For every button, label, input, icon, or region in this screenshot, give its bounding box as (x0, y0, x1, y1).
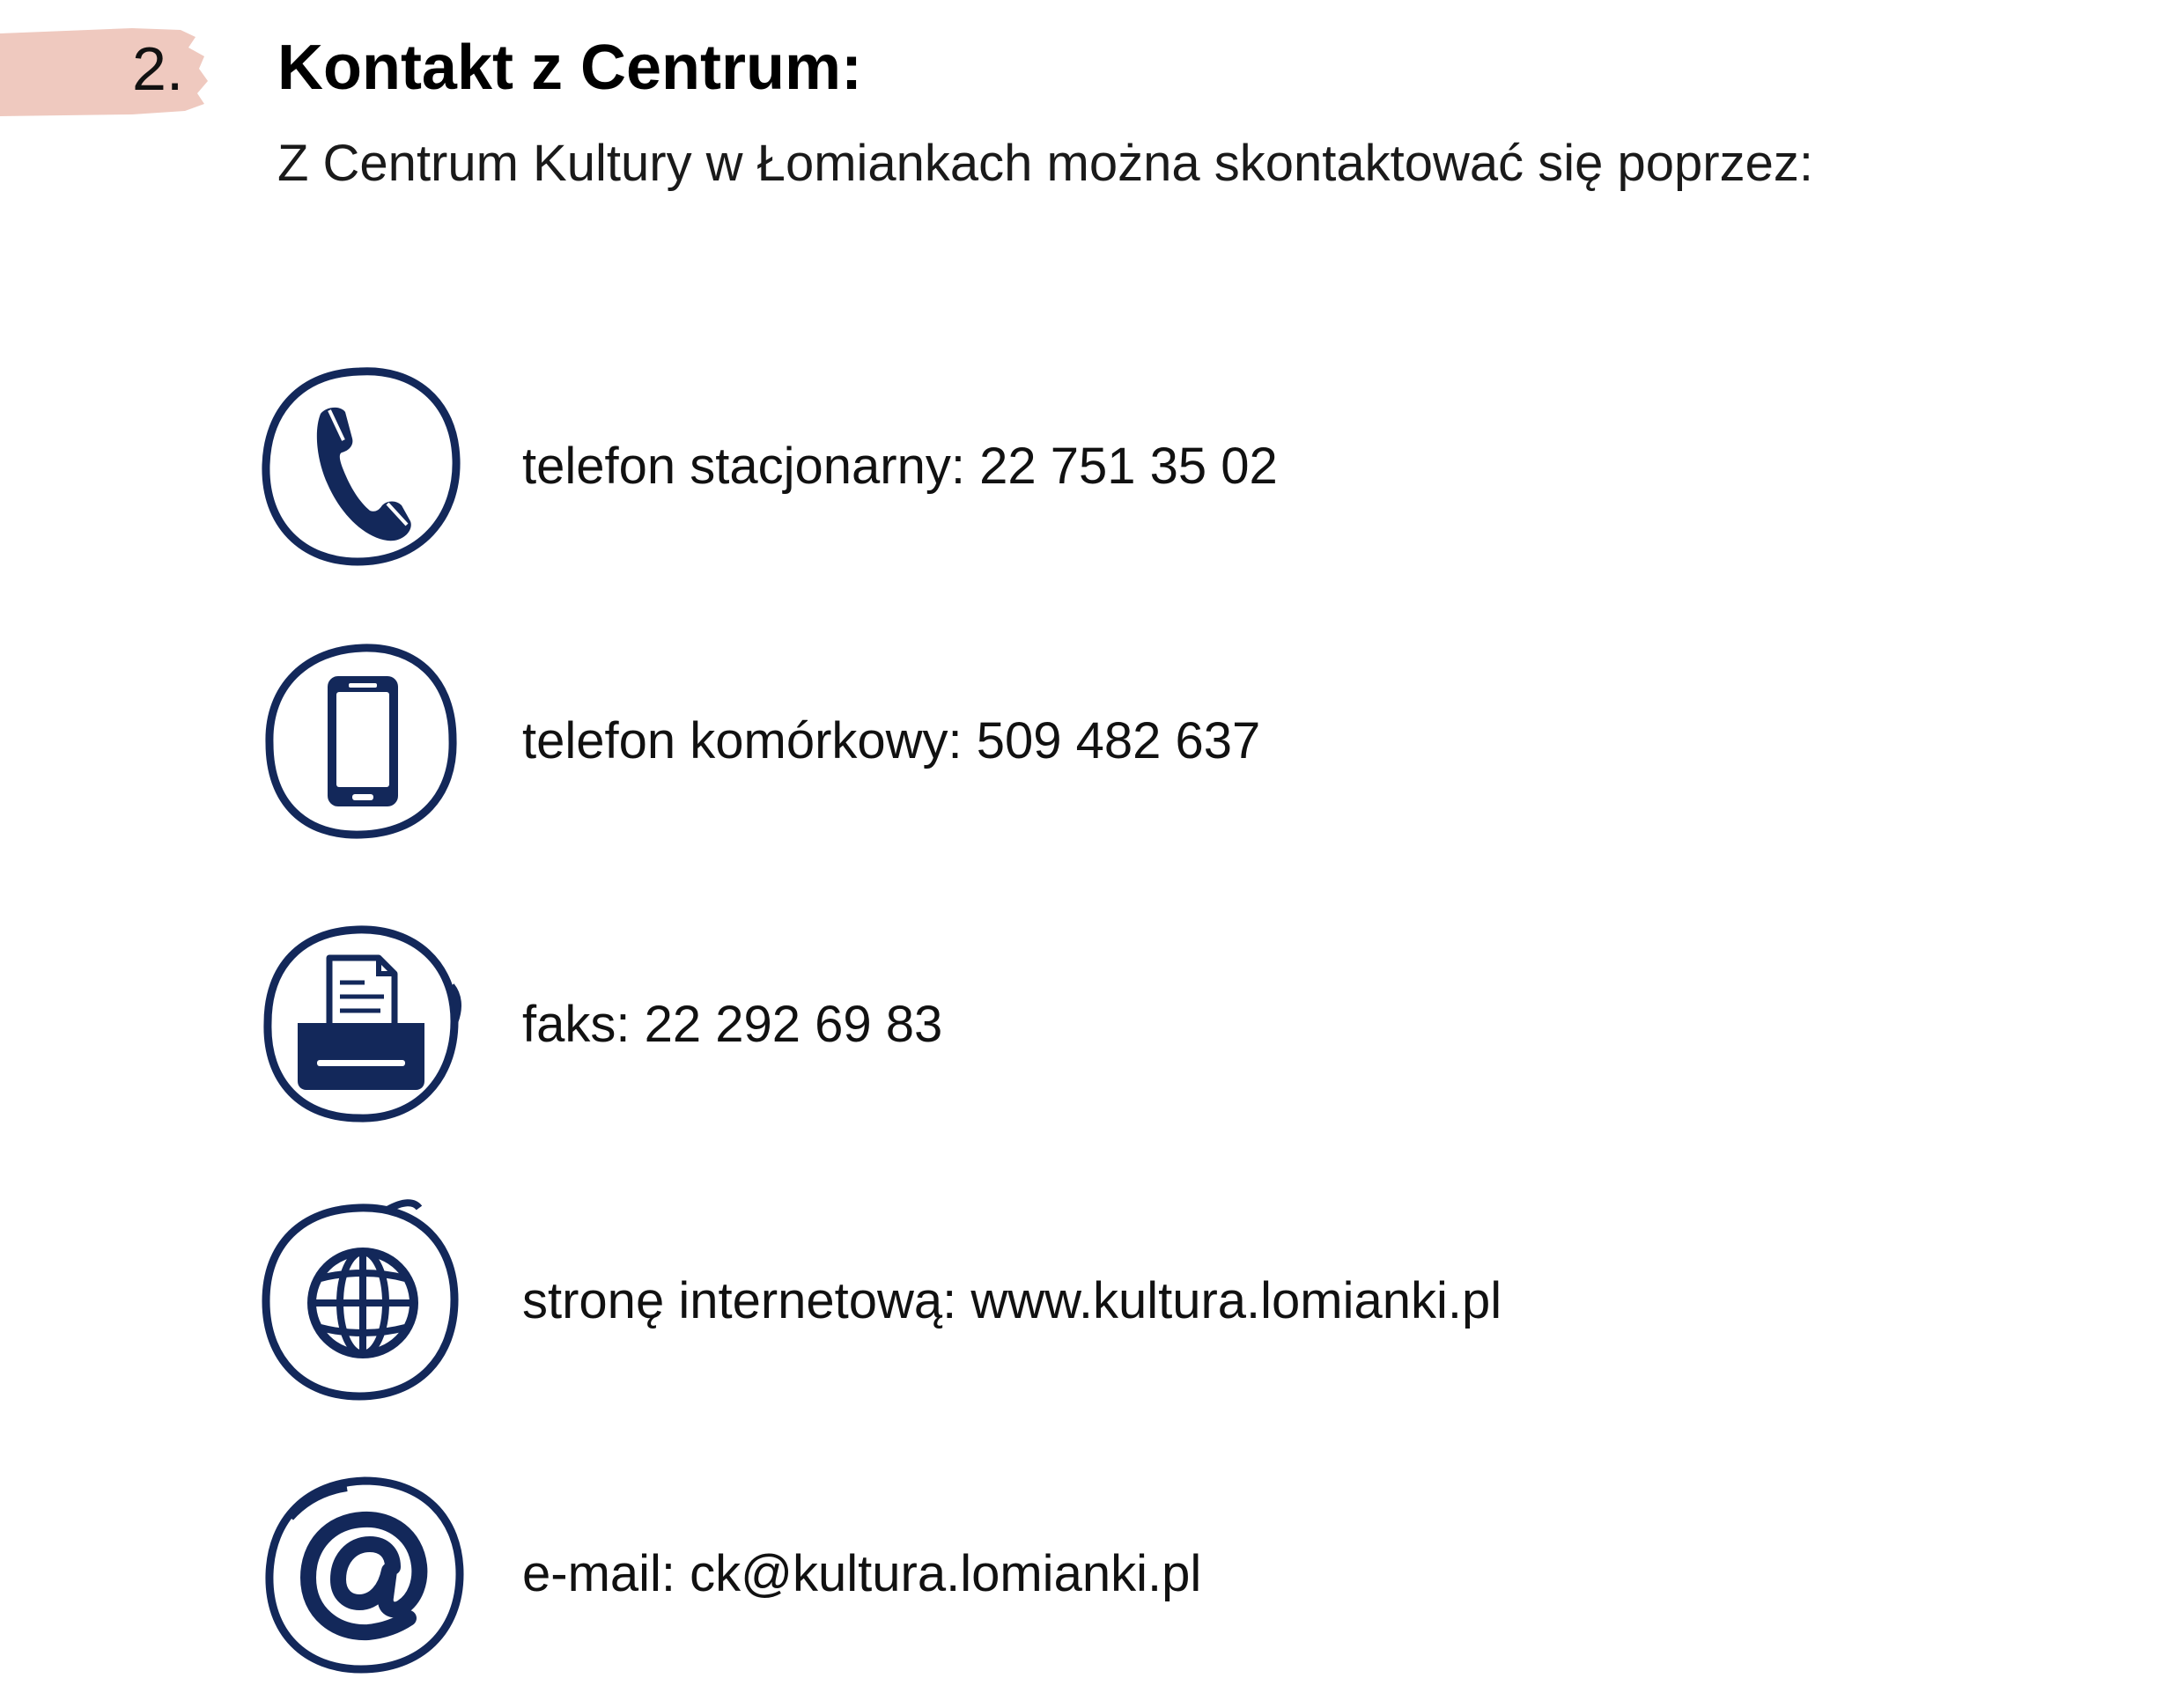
fax-machine-icon (255, 919, 467, 1130)
contact-item-mobile (255, 636, 1929, 847)
section-title: Kontakt z Centrum: (277, 33, 862, 103)
contact-text-email: e-mail: ck@kultura.lomianki.pl (522, 1545, 1202, 1602)
contact-item-fax (255, 919, 1929, 1130)
contact-item-landline (255, 361, 1929, 572)
contact-text-mobile: telefon komórkowy: 509 482 637 (522, 712, 1261, 769)
globe-icon (255, 1196, 467, 1407)
mobile-phone-icon (255, 636, 467, 847)
contact-text-fax: faks: 22 292 69 83 (522, 996, 943, 1053)
contact-text-landline: telefon stacjonarny: 22 751 35 02 (522, 438, 1278, 495)
intro-text: Z Centrum Kultury w Łomiankach można skontaktować się poprzez: (277, 135, 1813, 192)
contact-item-email (255, 1468, 1929, 1680)
section-number: 2. (132, 34, 184, 103)
contact-text-website: stronę internetową: www.kultura.lomianki.pl (522, 1272, 1502, 1329)
phone-handset-icon (255, 361, 467, 572)
contact-item-website (255, 1196, 1929, 1407)
at-sign-icon (255, 1468, 467, 1680)
